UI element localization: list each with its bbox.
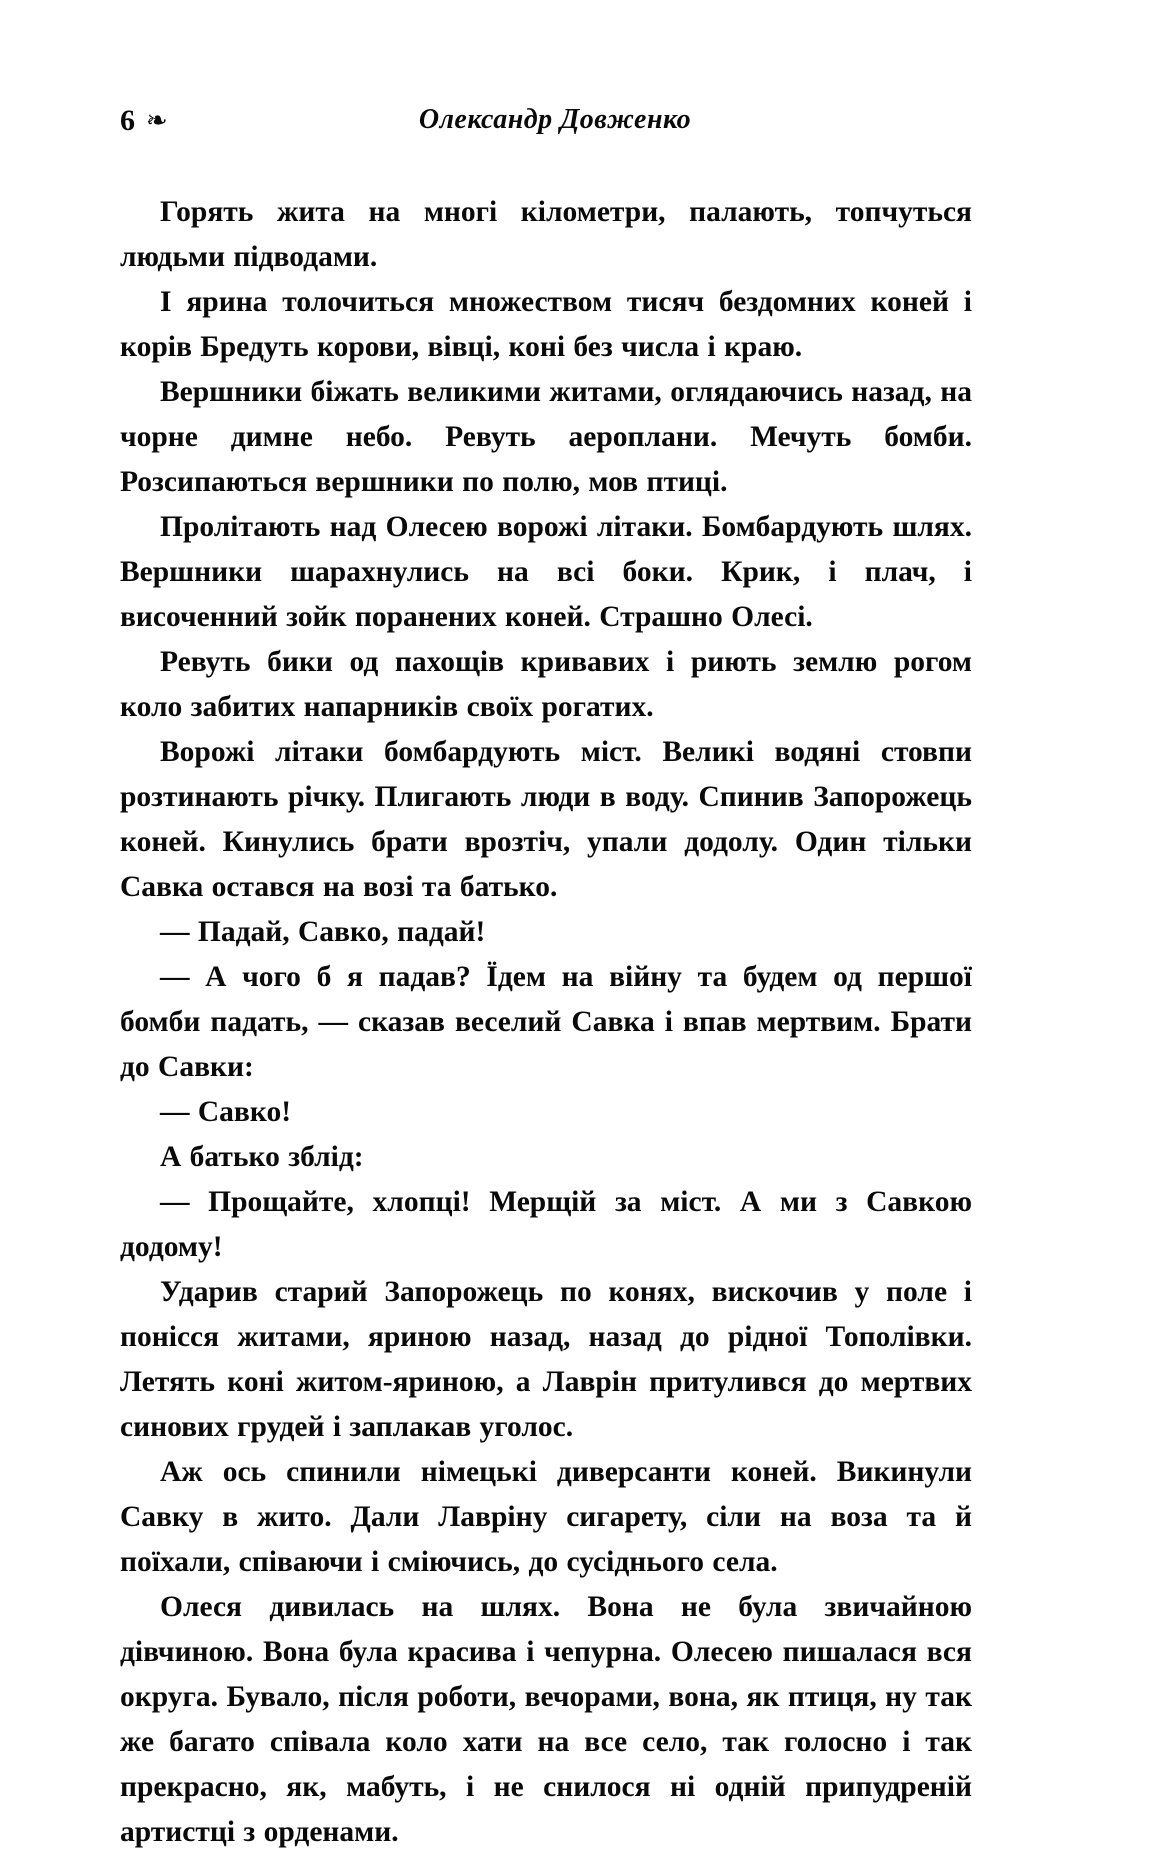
paragraph-dialogue: — Падай, Савко, падай! [160, 916, 486, 948]
page-header [120, 104, 990, 144]
paragraph: Олеся дивилась на шлях. Вона не була звичайною дівчиною. Вона була красива і чепурна. Олесею пишалася вся округа. Бувало, після роботи, вечорами, вона, як птиця, ну так же багато співала коло хати на все село, так голосно і так прекрасно, як, мабуть, і не снилося ні одній припудреній артистці з орденами. [120, 1591, 972, 1848]
paragraph: А батько зблід: [160, 1141, 364, 1173]
fleuron-icon: ❧ [146, 106, 169, 136]
paragraph: Ворожі літаки бомбардують міст. Великі водяні стовпи розтинають річку. Плигають люди в воду. Спинив Запорожець коней. Кинулись брати врозтіч, упали додолу. Один тільки Савка остався на возі та батько. [120, 736, 972, 903]
paragraph: Вершники біжать великими житами, оглядаючись назад, на чорне димне небо. Ревуть аероплани. Мечуть бомби. Розсипаються вершники по полю, мов птиці. [120, 376, 972, 498]
paragraph-dialogue: — Прощайте, хлопці! Мерщій за міст. А ми з Савкою додому! [120, 1186, 972, 1263]
paragraph: Ударив старий Запорожець по конях, вискочив у поле і понісся житами, яриною назад, назад до рідної Тополівки. Летять коні житом-яриною, а Лаврін притулився до мертвих синових грудей і заплакав уголос. [120, 1276, 972, 1443]
paragraph-dialogue: — Савко! [160, 1096, 292, 1128]
paragraph-dialogue: — А чого б я падав? Їдем на війну та будем од першої бомби падать, — сказав веселий Савка і впав мертвим. Брати до Савки: [120, 961, 972, 1083]
paragraph: Пролітають над Олесею ворожі літаки. Бомбардують шлях. Вершники шарахнулись на всі боки. Крик, і плач, і височенний зойк поранених коней. Страшно Олесі. [120, 511, 972, 633]
paragraph: Горять жита на многі кілометри, палають, топчуться людьми підводами. [120, 196, 972, 273]
page-body [120, 190, 972, 1855]
running-title: Олександр Довженко [418, 104, 692, 135]
paragraph: Ревуть бики од пахощів кривавих і риють землю рогом коло забитих напарників своїх рогатих. [120, 646, 972, 723]
paragraph: І ярина толочиться множеством тисяч бездомних коней і корів Бредуть корови, вівці, коні без числа і краю. [120, 286, 972, 363]
paragraph: Аж ось спинили німецькі диверсанти коней. Викинули Савку в жито. Дали Лавріну сигарету, сіли на воза та й поїхали, співаючи і сміючись, до сусіднього села. [120, 1456, 972, 1578]
page-number: 6 [120, 104, 136, 137]
